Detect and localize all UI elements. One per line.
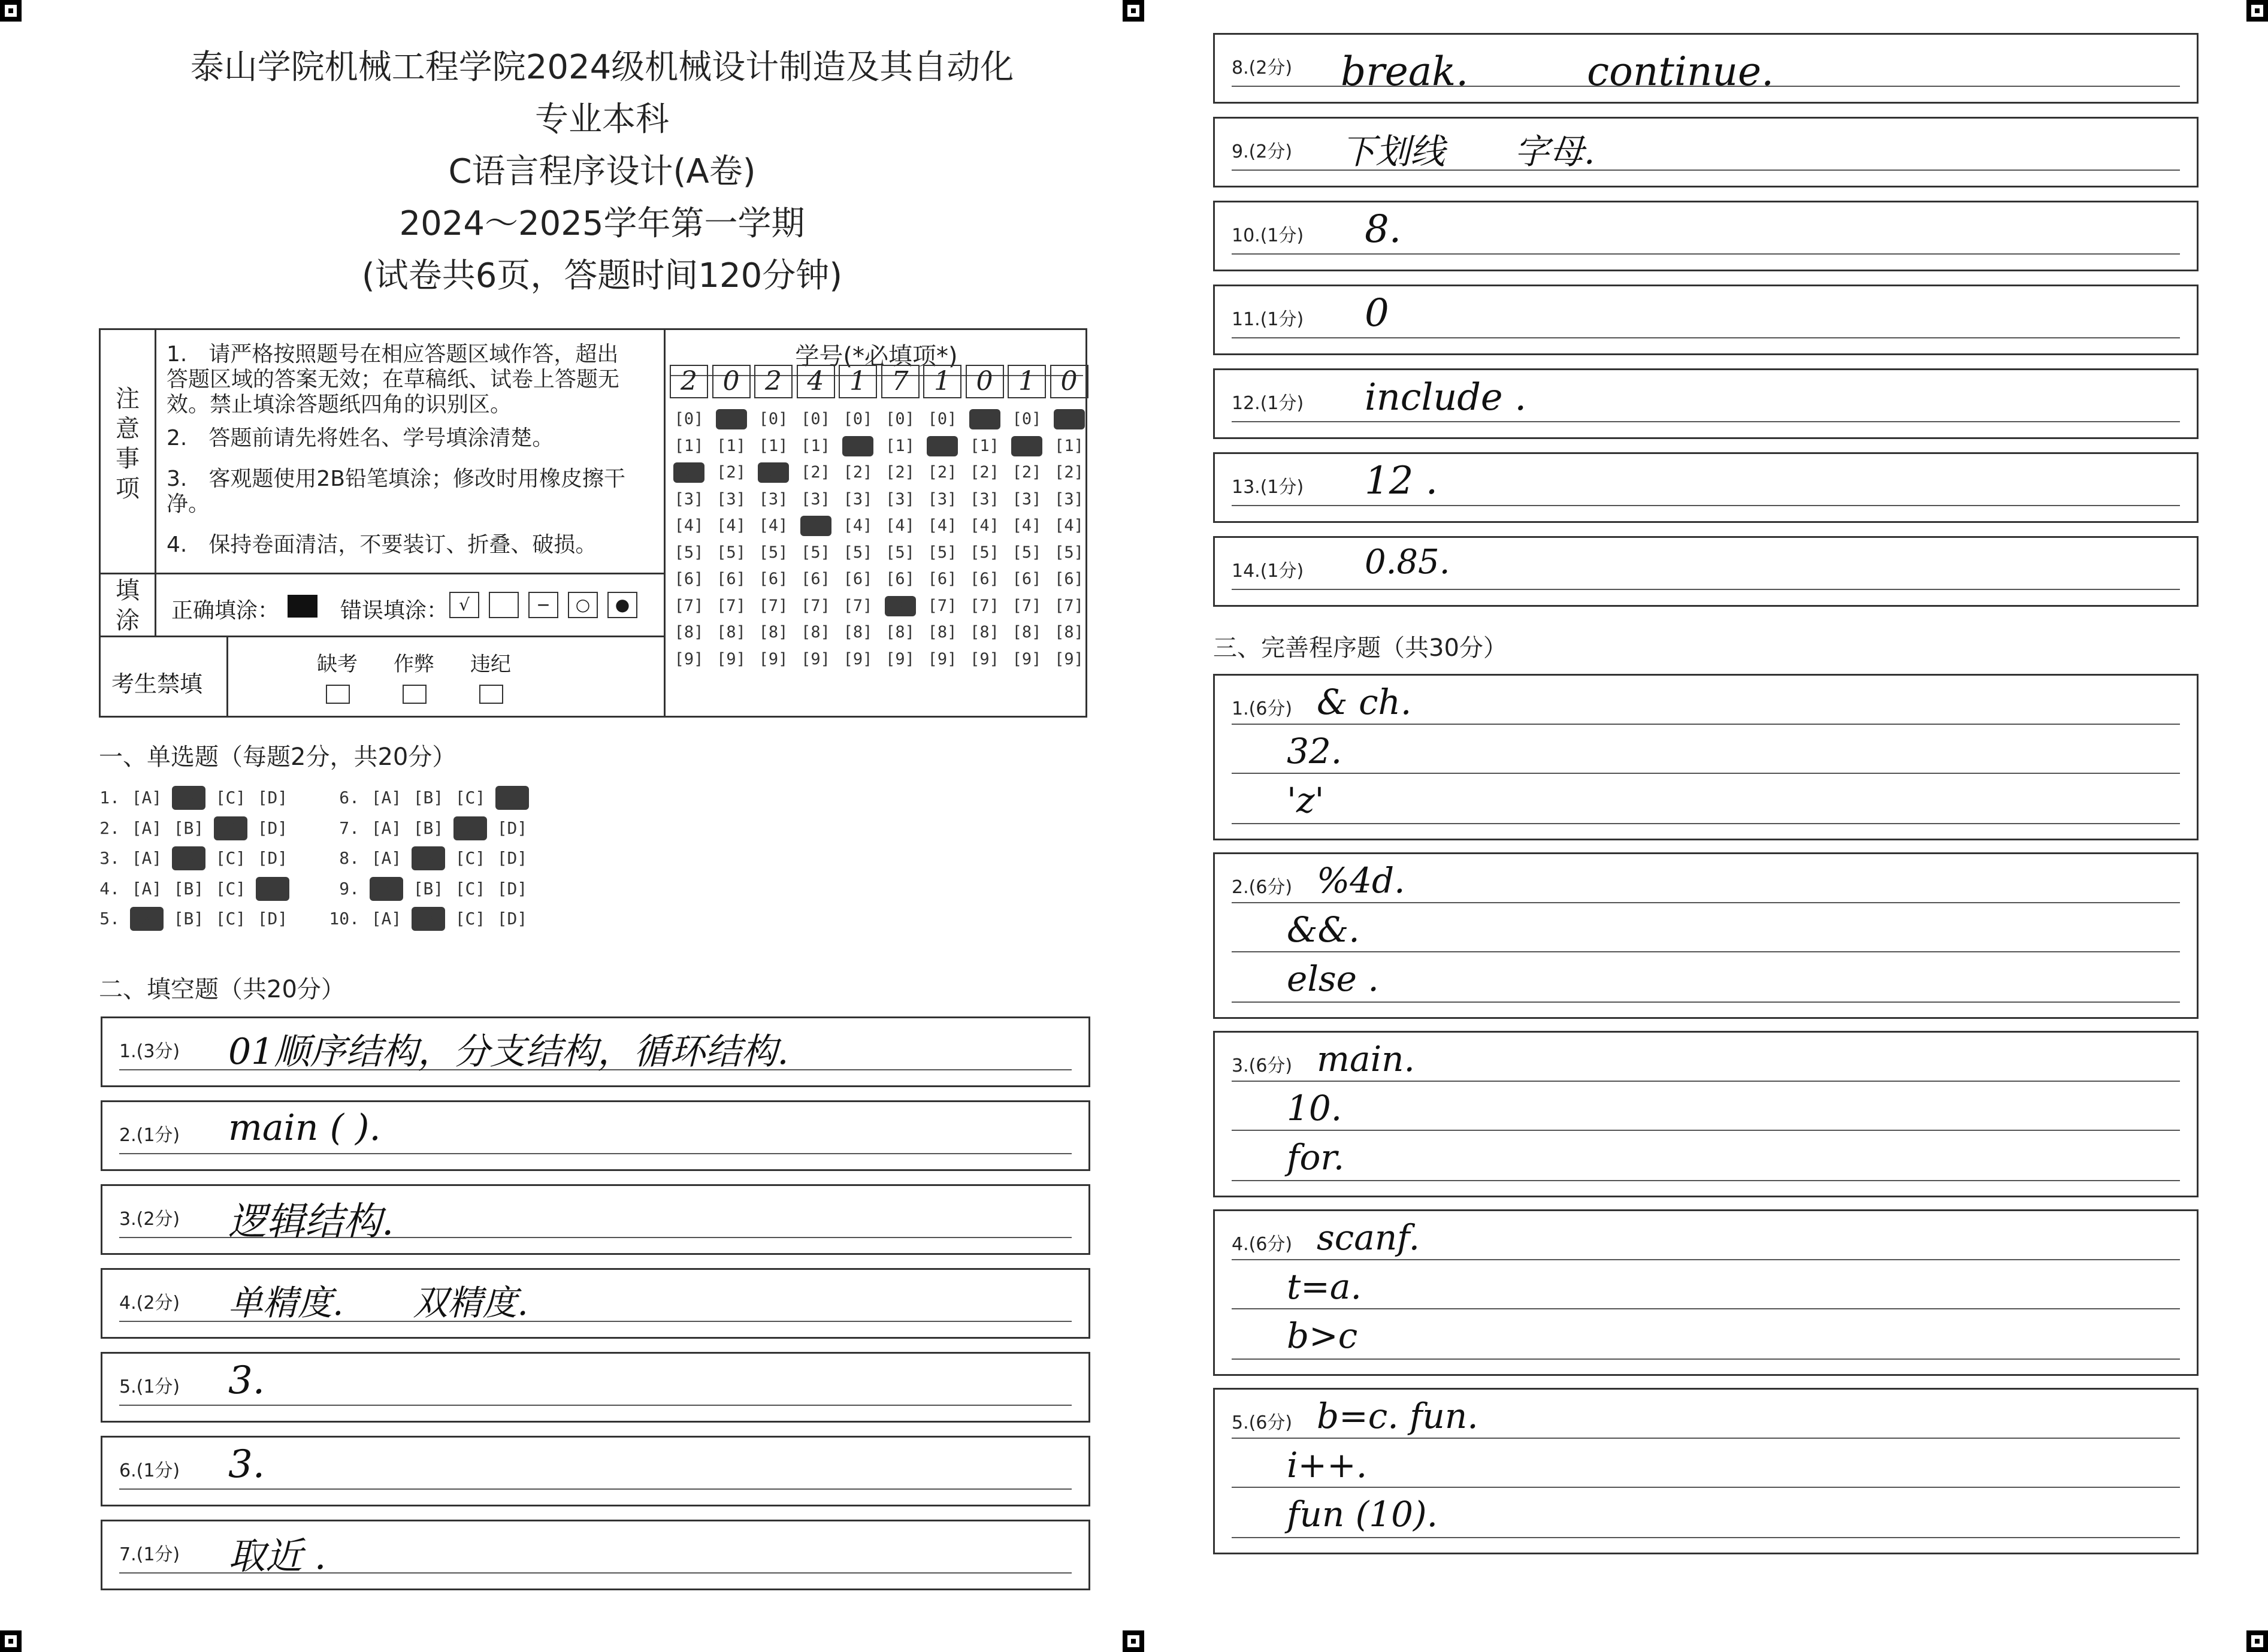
answer-underline [1232, 1358, 2180, 1360]
mcq-option[interactable]: [A] [131, 878, 162, 898]
answer-underline [1232, 902, 2180, 903]
student-id-bubble[interactable]: [9] [716, 649, 746, 668]
mcq-option-filled[interactable]: [B] [412, 907, 445, 931]
answer-underline [1232, 1259, 2180, 1260]
handwritten-answer: fun (10). [1287, 1494, 1438, 1535]
student-id-bubble-filled[interactable]: [4] [801, 516, 830, 535]
student-id-bubble[interactable]: [1] [758, 436, 788, 455]
wrong-fill-sample: ○ [568, 592, 598, 618]
student-id-bubble[interactable]: [6] [1012, 570, 1042, 588]
student-id-bubble[interactable]: [0] [885, 410, 915, 428]
student-id-bubble[interactable]: [9] [674, 649, 704, 668]
mcq-number: 8. [339, 848, 359, 868]
answer-underline [1232, 1130, 2180, 1131]
student-id-bubble[interactable]: [0] [843, 410, 873, 428]
student-id-bubble[interactable]: [6] [716, 570, 746, 588]
mcq-option[interactable]: [B] [173, 818, 204, 838]
student-id-bubble[interactable]: [3] [758, 489, 788, 509]
notice-item-3: 3. 客观题使用2B铅笔填涂；修改时用橡皮擦干净。 [167, 467, 625, 516]
program-answer-box [1213, 852, 2199, 1019]
fill-question-label: 12.(1分) [1232, 393, 1304, 414]
fill-question-label: 13.(1分) [1232, 477, 1304, 498]
header-line-3: C语言程序设计(A卷) [448, 152, 756, 191]
student-id-bubble[interactable]: [4] [970, 516, 999, 535]
fill-question-label: 9.(2分) [1232, 141, 1293, 162]
notice-item-4: 4. 保持卷面清洁，不要装订、折叠、破损。 [167, 532, 597, 557]
mcq-option[interactable]: [B] [413, 878, 444, 898]
student-id-bubble[interactable]: [6] [801, 570, 830, 588]
student-id-bubble[interactable]: [1] [801, 436, 830, 455]
mcq-option[interactable]: [C] [215, 848, 246, 868]
forbidden-option-label: 作弊 [394, 652, 434, 676]
program-question-label: 5.(6分) [1232, 1412, 1293, 1433]
student-id-bubble[interactable]: [3] [927, 489, 957, 509]
header-line-4: 2024～2025学年第一学期 [399, 204, 805, 243]
student-id-bubble[interactable]: [3] [1054, 489, 1084, 509]
student-id-bubble[interactable]: [2] [1012, 463, 1042, 482]
student-id-bubble[interactable]: [3] [801, 489, 830, 509]
student-id-digit: 0 [712, 365, 751, 398]
mcq-option[interactable]: [C] [455, 788, 486, 807]
notice-table [99, 328, 1087, 718]
fill-question-label: 4.(2分) [119, 1293, 180, 1314]
fill-answer-box [101, 1352, 1090, 1423]
mcq-number: 1. [99, 788, 120, 807]
corner-marker-top-left [0, 0, 22, 22]
student-id-bubble[interactable]: [7] [970, 596, 999, 615]
student-id-bubble[interactable]: [4] [1054, 516, 1084, 535]
answer-underline [1232, 421, 2180, 422]
student-id-bubble-filled[interactable]: [2] [758, 463, 788, 482]
student-id-bubble-filled[interactable]: [0] [1054, 410, 1084, 428]
student-id-bubble-filled[interactable]: [0] [716, 410, 746, 428]
student-id-bubble[interactable]: [0] [758, 410, 788, 428]
student-id-bubble[interactable]: [5] [1054, 543, 1084, 562]
student-id-bubble[interactable]: [6] [970, 570, 999, 588]
student-id-bubble[interactable]: [3] [885, 489, 915, 509]
fill-question-label: 2.(1分) [119, 1125, 180, 1146]
student-id-bubble[interactable]: [2] [1054, 463, 1084, 482]
student-id-bubble[interactable]: [5] [801, 543, 830, 562]
mcq-number: 4. [99, 878, 120, 898]
header-line-2: 专业本科 [535, 100, 669, 139]
handwritten-answer: %4d. [1317, 860, 1405, 901]
fill-answer-box [101, 1436, 1090, 1506]
student-id-bubble[interactable]: [7] [1012, 596, 1042, 615]
mcq-option[interactable]: [A] [131, 848, 162, 868]
student-id-bubble-filled[interactable]: [7] [885, 596, 915, 615]
mcq-question [84, 816, 294, 840]
student-id-bubble-filled[interactable]: [1] [927, 436, 957, 455]
student-id-bubble[interactable]: [8] [801, 623, 830, 642]
student-id-bubble[interactable]: [8] [927, 623, 957, 642]
student-id-digit: 0 [1050, 365, 1088, 398]
student-id-bubble[interactable]: [9] [885, 649, 915, 668]
fill-question-label: 1.(3分) [119, 1041, 180, 1062]
mcq-question [323, 907, 533, 931]
mcq-number: 5. [99, 909, 120, 928]
corner-marker-bottom-center [1123, 1630, 1144, 1652]
forbidden-option-label: 违纪 [470, 652, 511, 676]
student-id-bubble[interactable]: [9] [758, 649, 788, 668]
mcq-option[interactable]: [C] [215, 878, 246, 898]
answer-underline [119, 1488, 1072, 1490]
handwritten-answer: b=c. fun. [1317, 1396, 1478, 1436]
fill-question-label: 7.(1分) [119, 1544, 180, 1565]
forbidden-checkbox[interactable] [403, 685, 427, 704]
fill-answer-box [1213, 117, 2199, 187]
fill-question-label: 11.(1分) [1232, 309, 1304, 330]
student-id-bubble[interactable]: [8] [1054, 623, 1084, 642]
fill-answer-box [1213, 201, 2199, 271]
student-id-bubble[interactable]: [8] [843, 623, 873, 642]
handwritten-answer: 3. [228, 1442, 265, 1487]
student-id-bubble[interactable]: [9] [1012, 649, 1042, 668]
student-id-header: 学号(*必填项*) [795, 343, 958, 370]
mcq-option-filled[interactable]: [A] [130, 907, 164, 931]
handwritten-answer: 逻辑结构. [228, 1200, 394, 1244]
mcq-option[interactable]: [B] [413, 818, 444, 838]
fill-answer-box [1213, 285, 2199, 355]
fill-answer-box [101, 1016, 1090, 1087]
student-id-bubble[interactable]: [0] [1012, 410, 1042, 428]
mcq-option[interactable]: [C] [455, 848, 486, 868]
student-id-bubble[interactable]: [5] [716, 543, 746, 562]
student-id-bubble[interactable]: [5] [1012, 543, 1042, 562]
mcq-option-filled[interactable]: [D] [495, 786, 529, 810]
mcq-question [323, 846, 533, 870]
student-id-bubble-filled[interactable]: [1] [843, 436, 873, 455]
program-answer-box [1213, 674, 2199, 840]
section-3-title: 三、完善程序题（共30分） [1213, 634, 1507, 662]
student-id-bubble[interactable]: [1] [716, 436, 746, 455]
mcq-option[interactable]: [D] [497, 818, 528, 838]
student-id-bubble[interactable]: [2] [716, 463, 746, 482]
mcq-question [84, 907, 294, 931]
student-id-bubble[interactable]: [7] [716, 596, 746, 615]
student-id-bubble[interactable]: [1] [674, 436, 704, 455]
mcq-option[interactable]: [D] [497, 909, 528, 928]
student-id-bubble[interactable]: [8] [885, 623, 915, 642]
mcq-option[interactable]: [D] [257, 848, 288, 868]
fill-answer-box [1213, 452, 2199, 523]
handwritten-answer: 3. [228, 1358, 265, 1403]
handwritten-answer: include . [1365, 375, 1527, 419]
student-id-digit: 1 [1008, 365, 1046, 398]
mcq-option[interactable]: [C] [455, 909, 486, 928]
mcq-question [84, 786, 294, 810]
wrong-fill-sample: − [528, 592, 558, 618]
mcq-option[interactable]: [A] [371, 818, 402, 838]
answer-underline [1232, 1081, 2180, 1082]
mcq-option[interactable]: [C] [215, 788, 246, 807]
mcq-option-filled[interactable]: [B] [412, 846, 445, 870]
answer-underline [1232, 823, 2180, 824]
wrong-fill-sample: ● [607, 592, 637, 618]
student-id-bubble[interactable]: [6] [843, 570, 873, 588]
wrong-fill-sample [489, 592, 519, 618]
student-id-bubble[interactable]: [1] [970, 436, 999, 455]
correct-fill-sample [288, 595, 317, 618]
student-id-digit: 1 [839, 365, 877, 398]
answer-underline [119, 1405, 1072, 1406]
student-id-bubble[interactable]: [6] [1054, 570, 1084, 588]
answer-underline [1232, 1537, 2180, 1538]
handwritten-answer: i++. [1287, 1445, 1368, 1485]
student-id-bubble[interactable]: [2] [801, 463, 830, 482]
student-id-digit: 4 [797, 365, 835, 398]
header-line-1: 泰山学院机械工程学院2024级机械设计制造及其自动化 [190, 48, 1014, 87]
student-id-bubble[interactable]: [7] [1054, 596, 1084, 615]
handwritten-answer: & ch. [1317, 682, 1412, 722]
handwritten-answer: for. [1287, 1137, 1345, 1178]
handwritten-answer: 01顺序结构，分支结构，循环结构. [228, 1031, 789, 1073]
handwritten-answer: 单精度. 双精度. [228, 1282, 528, 1323]
mcq-option[interactable]: [A] [371, 788, 402, 807]
student-id-bubble-filled[interactable]: [1] [1012, 436, 1042, 455]
student-id-bubble[interactable]: [2] [885, 463, 915, 482]
handwritten-answer: &&. [1287, 909, 1360, 950]
forbidden-checkbox[interactable] [479, 685, 503, 704]
fill-answer-box [1213, 368, 2199, 439]
mcq-option-filled[interactable]: [D] [256, 877, 289, 901]
mcq-option[interactable]: [A] [131, 788, 162, 807]
program-answer-box [1213, 1388, 2199, 1554]
program-question-label: 4.(6分) [1232, 1234, 1293, 1255]
student-id-bubble[interactable]: [7] [927, 596, 957, 615]
correct-fill-label: 正确填涂： [171, 598, 280, 623]
student-id-bubble[interactable]: [9] [801, 649, 830, 668]
wrong-fill-label: 错误填涂： [340, 598, 449, 623]
section-1-title: 一、单选题（每题2分，共20分） [99, 743, 456, 771]
answer-underline [1232, 773, 2180, 774]
handwritten-answer: 下划线 字母. [1341, 131, 1595, 172]
mcq-option[interactable]: [A] [371, 848, 402, 868]
answer-underline [1232, 1180, 2180, 1181]
mcq-number: 9. [339, 878, 359, 898]
mcq-option-filled[interactable]: [B] [172, 846, 205, 870]
student-id-bubble[interactable]: [0] [927, 410, 957, 428]
student-id-bubble[interactable]: [5] [758, 543, 788, 562]
mcq-question [84, 846, 294, 870]
student-id-bubble-filled[interactable]: [0] [970, 410, 999, 428]
student-id-bubble[interactable]: [5] [885, 543, 915, 562]
mcq-option[interactable]: [C] [455, 878, 486, 898]
student-id-bubble[interactable]: [2] [970, 463, 999, 482]
student-id-bubble[interactable]: [4] [758, 516, 788, 535]
fill-question-label: 8.(2分) [1232, 58, 1293, 78]
handwritten-answer: 0 [1365, 291, 1389, 335]
mcq-question [84, 877, 294, 901]
student-id-bubble[interactable]: [4] [674, 516, 704, 535]
handwritten-answer: 12 . [1365, 459, 1438, 503]
fill-question-label: 14.(1分) [1232, 561, 1304, 582]
mcq-option-filled[interactable]: [A] [370, 877, 403, 901]
student-id-digit: 0 [966, 365, 1004, 398]
handwritten-answer: main. [1317, 1039, 1415, 1079]
mcq-number: 6. [339, 788, 359, 807]
student-id-bubble[interactable]: [6] [885, 570, 915, 588]
corner-marker-top-center [1123, 0, 1144, 22]
corner-marker-bottom-left [0, 1630, 22, 1652]
mcq-option-filled[interactable]: [C] [453, 816, 487, 840]
mcq-question [323, 816, 533, 840]
answer-underline [1232, 1308, 2180, 1309]
answer-underline [1232, 505, 2180, 506]
mcq-question [323, 786, 533, 810]
handwritten-answer: 10. [1287, 1088, 1342, 1128]
student-id-bubble[interactable]: [3] [843, 489, 873, 509]
mcq-option[interactable]: [B] [173, 909, 204, 928]
forbidden-option-label: 缺考 [317, 652, 358, 676]
fill-question-label: 5.(1分) [119, 1376, 180, 1397]
student-id-bubble[interactable]: [7] [758, 596, 788, 615]
student-id-bubble[interactable]: [4] [1012, 516, 1042, 535]
handwritten-answer: 'z' [1287, 780, 1324, 821]
program-question-label: 3.(6分) [1232, 1055, 1293, 1076]
mcq-question [323, 877, 533, 901]
forbidden-label: 考生禁填 [111, 671, 203, 697]
student-id-bubble[interactable]: [9] [1054, 649, 1084, 668]
student-id-bubble[interactable]: [0] [801, 410, 830, 428]
handwritten-answer: scanf. [1317, 1217, 1420, 1258]
mcq-option[interactable]: [A] [131, 818, 162, 838]
answer-underline [1232, 724, 2180, 725]
mcq-number: 10. [329, 909, 359, 928]
mcq-option[interactable]: [B] [173, 878, 204, 898]
corner-marker-top-right [2246, 0, 2268, 22]
program-question-label: 2.(6分) [1232, 877, 1293, 898]
mcq-number: 3. [99, 848, 120, 868]
fill-answer-box [1213, 536, 2199, 607]
fill-answer-box [1213, 33, 2199, 104]
student-id-bubble[interactable]: [6] [927, 570, 957, 588]
fill-question-label: 6.(1分) [119, 1460, 180, 1481]
wrong-fill-sample: √ [449, 592, 479, 618]
answer-underline [119, 1153, 1072, 1154]
fill-label: 填涂 [116, 577, 140, 634]
student-id-bubble[interactable]: [3] [716, 489, 746, 509]
mcq-option[interactable]: [A] [371, 909, 402, 928]
notice-label: 注意事项 [116, 385, 140, 503]
student-id-bubble[interactable]: [3] [970, 489, 999, 509]
notice-item-2: 2. 答题前请先将姓名、学号填涂清楚。 [167, 426, 554, 450]
student-id-bubble[interactable]: [8] [758, 623, 788, 642]
student-id-digit: 2 [670, 365, 708, 398]
student-id-bubble[interactable]: [4] [885, 516, 915, 535]
mcq-number: 7. [339, 818, 359, 838]
student-id-bubble[interactable]: [9] [843, 649, 873, 668]
student-id-bubble[interactable]: [8] [1012, 623, 1042, 642]
student-id-bubble[interactable]: [3] [1012, 489, 1042, 509]
handwritten-answer: else . [1287, 958, 1379, 999]
fill-answer-box [101, 1100, 1090, 1171]
student-id-digit: 2 [754, 365, 793, 398]
mcq-number: 2. [99, 818, 120, 838]
fill-answer-box [101, 1520, 1090, 1590]
fill-answer-box [101, 1268, 1090, 1339]
answer-underline [1232, 253, 2180, 255]
handwritten-answer: 32. [1287, 731, 1342, 771]
handwritten-answer: t=a. [1287, 1266, 1362, 1307]
program-answer-box [1213, 1031, 2199, 1197]
handwritten-answer: break. continue. [1341, 49, 1774, 95]
handwritten-answer: 0.85. [1365, 543, 1450, 582]
fill-answer-box [101, 1184, 1090, 1255]
student-id-bubble[interactable]: [5] [674, 543, 704, 562]
answer-underline [1232, 589, 2180, 590]
student-id-bubble[interactable]: [5] [927, 543, 957, 562]
handwritten-answer: b>c [1287, 1315, 1358, 1356]
student-id-bubble[interactable]: [2] [843, 463, 873, 482]
student-id-bubble[interactable]: [9] [927, 649, 957, 668]
student-id-digit: 1 [923, 365, 961, 398]
handwritten-answer: 取近 . [228, 1534, 326, 1578]
student-id-bubble[interactable]: [4] [843, 516, 873, 535]
student-id-bubble[interactable]: [8] [674, 623, 704, 642]
mcq-option[interactable]: [C] [215, 909, 246, 928]
student-id-bubble[interactable]: [0] [674, 410, 704, 428]
answer-underline [1232, 337, 2180, 338]
student-id-bubble[interactable]: [4] [927, 516, 957, 535]
student-id-bubble[interactable]: [1] [1054, 436, 1084, 455]
student-id-bubble[interactable]: [2] [927, 463, 957, 482]
student-id-bubble[interactable]: [7] [801, 596, 830, 615]
student-id-bubble[interactable]: [8] [716, 623, 746, 642]
program-answer-box [1213, 1209, 2199, 1376]
program-question-label: 1.(6分) [1232, 698, 1293, 719]
header-line-5: (试卷共6页，答题时间120分钟) [361, 256, 843, 295]
fill-question-label: 10.(1分) [1232, 225, 1304, 246]
mcq-option[interactable]: [B] [413, 788, 444, 807]
answer-underline [1232, 1487, 2180, 1488]
answer-underline [1232, 1438, 2180, 1439]
student-id-bubble[interactable]: [7] [674, 596, 704, 615]
student-id-bubble[interactable]: [3] [674, 489, 704, 509]
student-id-bubble[interactable]: [7] [843, 596, 873, 615]
section-2-title: 二、填空题（共20分） [99, 976, 345, 1003]
student-id-bubble[interactable]: [6] [758, 570, 788, 588]
fill-question-label: 3.(2分) [119, 1209, 180, 1230]
handwritten-answer: 8. [1365, 207, 1402, 252]
answer-underline [1232, 951, 2180, 952]
student-id-bubble[interactable]: [4] [716, 516, 746, 535]
mcq-option[interactable]: [D] [497, 878, 528, 898]
corner-marker-bottom-right [2246, 1630, 2268, 1652]
student-id-bubble-filled[interactable]: [2] [674, 463, 704, 482]
mcq-option-filled[interactable]: [C] [214, 816, 247, 840]
answer-underline [1232, 1002, 2180, 1003]
mcq-option[interactable]: [D] [257, 788, 288, 807]
mcq-option[interactable]: [D] [257, 818, 288, 838]
mcq-option[interactable]: [D] [257, 909, 288, 928]
handwritten-answer: main ( ). [228, 1107, 381, 1149]
student-id-bubble[interactable]: [6] [674, 570, 704, 588]
mcq-option-filled[interactable]: [B] [172, 786, 205, 810]
student-id-bubble[interactable]: [5] [970, 543, 999, 562]
student-id-bubble[interactable]: [1] [885, 436, 915, 455]
student-id-bubble[interactable]: [9] [970, 649, 999, 668]
student-id-bubble[interactable]: [8] [970, 623, 999, 642]
notice-item-1: 1. 请严格按照题号在相应答题区域作答，超出答题区域的答案无效；在草稿纸、试卷上答题无效。禁止填涂答题纸四角的识别区。 [167, 342, 620, 417]
mcq-option[interactable]: [D] [497, 848, 528, 868]
forbidden-checkbox[interactable] [326, 685, 350, 704]
student-id-digit: 7 [881, 365, 920, 398]
student-id-bubble[interactable]: [5] [843, 543, 873, 562]
